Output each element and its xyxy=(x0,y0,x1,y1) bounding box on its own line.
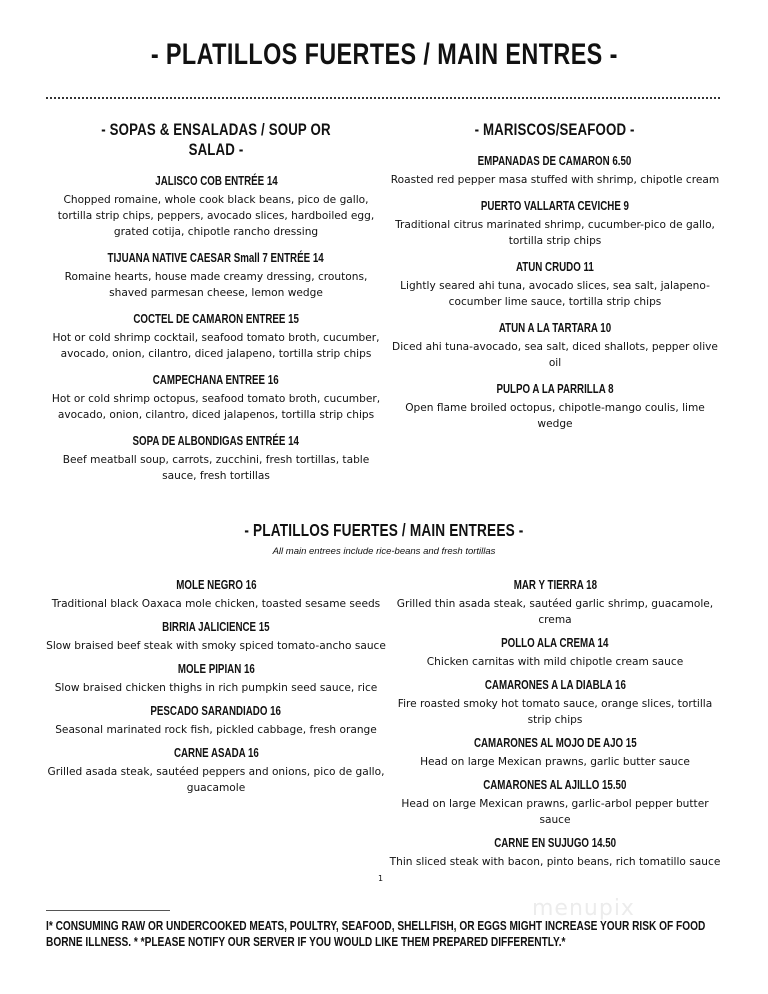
page-number: 1 xyxy=(378,874,384,883)
item-description: Chopped romaine, whole cook black beans, pico de gallo, tortilla strip chips, peppers, avocado slices, hardboiled egg, grated cotija, chipotle rancho dressing xyxy=(57,194,375,238)
item-name: ATUN CRUDO 11 xyxy=(516,260,594,274)
item-description: Chicken carnitas with mild chipotle cream sauce xyxy=(426,656,684,668)
item-name: PULPO A LA PARRILLA 8 xyxy=(496,382,614,396)
footnote xyxy=(46,918,726,950)
item-name: PESCADO SARANDIADO 16 xyxy=(150,704,282,718)
item-description: Fire roasted smoky hot tomato sauce, orange slices, tortilla strip chips xyxy=(397,698,713,726)
menu-item xyxy=(388,152,722,188)
main-entrees-right xyxy=(388,576,722,876)
item-name: POLLO ALA CREMA 14 xyxy=(501,636,609,650)
item-name: MAR Y TIERRA 18 xyxy=(513,578,597,592)
dotted-divider xyxy=(46,97,720,99)
item-description: Hot or cold shrimp cocktail, seafood tomato broth, cucumber, avocado, onion, cilantro, diced jalapeno, tortilla strip chips xyxy=(52,332,380,360)
item-description: Traditional citrus marinated shrimp, cucumber-pico de gallo, tortilla strip chips xyxy=(395,219,715,247)
item-description: Slow braised beef steak with smoky spiced tomato-ancho sauce xyxy=(46,640,386,652)
menu-item xyxy=(46,432,386,484)
menu-item xyxy=(46,744,386,796)
item-name: ATUN A LA TARTARA 10 xyxy=(498,321,612,335)
item-name: COCTEL DE CAMARON ENTREE 15 xyxy=(133,312,299,326)
menu-item xyxy=(388,319,722,371)
item-name: CARNE EN SUJUGO 14.50 xyxy=(494,836,616,850)
menu-item xyxy=(388,634,722,670)
item-name: CAMPECHANA ENTREE 16 xyxy=(153,373,279,387)
item-description: Slow braised chicken thighs in rich pumpkin seed sauce, rice xyxy=(54,682,378,694)
item-description: Head on large Mexican prawns, garlic butter sauce xyxy=(420,756,690,768)
soups-heading: - SOPAS & ENSALADAS / SOUP OR SALAD - xyxy=(101,120,331,159)
menu-item xyxy=(46,618,386,654)
item-name: EMPANADAS DE CAMARON 6.50 xyxy=(478,154,632,168)
menu-item xyxy=(388,776,722,828)
soups-section xyxy=(46,120,386,493)
menu-item xyxy=(388,676,722,728)
item-name: CAMARONES AL MOJO DE AJO 15 xyxy=(473,736,637,750)
menu-item xyxy=(388,734,722,770)
menu-item xyxy=(46,172,386,240)
menu-item xyxy=(388,834,722,870)
item-description: Romaine hearts, house made creamy dressing, croutons, shaved parmesan cheese, lemon wedge xyxy=(64,271,368,299)
main-entrees-left xyxy=(46,576,386,802)
menu-item xyxy=(46,310,386,362)
page-title: - PLATILLOS FUERTES / MAIN ENTRES - xyxy=(150,38,618,71)
menu-item xyxy=(46,660,386,696)
item-name: MOLE PIPIAN 16 xyxy=(177,662,255,676)
menu-item xyxy=(46,371,386,423)
item-name: CAMARONES A LA DIABLA 16 xyxy=(484,678,626,692)
item-name: CAMARONES AL AJILLO 15.50 xyxy=(483,778,627,792)
item-description: Hot or cold shrimp octopus, seafood tomato broth, cucumber, avocado, onion, cilantro, diced jalapenos, tortilla strip chips xyxy=(51,393,381,421)
menu-item xyxy=(388,197,722,249)
seafood-heading: - MARISCOS/SEAFOOD - xyxy=(474,120,636,139)
item-name: BIRRIA JALICIENCE 15 xyxy=(162,620,270,634)
footnote-text: I* CONSUMING RAW OR UNDERCOOKED MEATS, POULTRY, SEAFOOD, SHELLFISH, OR EGGS MIGHT INCREASE YOUR RISK OF FOOD BORNE ILLNESS. * *PLEASE NOTIFY OUR SERVER IF YOU WOULD LIKE THEM PREPARED DIFFERENTLY.* xyxy=(46,918,706,949)
menu-item xyxy=(46,702,386,738)
main-entrees-heading: - PLATILLOS FUERTES / MAIN ENTREES - xyxy=(244,520,524,540)
menu-item xyxy=(388,258,722,310)
item-description: Traditional black Oaxaca mole chicken, toasted sesame seeds xyxy=(51,598,381,610)
item-name: TIJUANA NATIVE CAESAR Small 7 ENTRÉE 14 xyxy=(107,251,325,265)
item-name: CARNE ASADA 16 xyxy=(173,746,259,760)
menu-item xyxy=(388,380,722,432)
item-description: Seasonal marinated rock fish, pickled cabbage, fresh orange xyxy=(55,724,377,736)
item-name: JALISCO COB ENTRÉE 14 xyxy=(154,174,278,188)
item-description: Diced ahi tuna-avocado, sea salt, diced shallots, pepper olive oil xyxy=(392,341,718,369)
item-description: Open flame broiled octopus, chipotle-mango coulis, lime wedge xyxy=(405,402,705,430)
item-description: Lightly seared ahi tuna, avocado slices, sea salt, jalapeno-cocumber lime sauce, tortilla strip chips xyxy=(400,280,710,308)
item-name: SOPA DE ALBONDIGAS ENTRÉE 14 xyxy=(132,434,300,448)
menu-item xyxy=(388,576,722,628)
menu-item xyxy=(46,249,386,301)
item-description: Grilled thin asada steak, sautéed garlic shrimp, guacamole, crema xyxy=(396,598,714,626)
item-description: Beef meatball soup, carrots, zucchini, fresh tortillas, table sauce, fresh tortillas xyxy=(62,454,370,482)
watermark: menupix xyxy=(532,896,635,921)
seafood-section xyxy=(388,120,722,441)
menu-item xyxy=(46,576,386,612)
item-description: Grilled asada steak, sautéed peppers and onions, pico de gallo, guacamole xyxy=(47,766,385,794)
item-description: Roasted red pepper masa stuffed with shrimp, chipotle cream xyxy=(390,174,720,186)
item-name: PUERTO VALLARTA CEVICHE 9 xyxy=(480,199,630,213)
item-description: Head on large Mexican prawns, garlic-arbol pepper butter sauce xyxy=(401,798,709,826)
main-entrees-note: All main entrees include rice-beans and fresh tortillas xyxy=(272,546,496,557)
item-description: Thin sliced steak with bacon, pinto beans, rich tomatillo sauce xyxy=(389,856,721,868)
footnote-rule xyxy=(46,910,170,911)
item-name: MOLE NEGRO 16 xyxy=(175,578,257,592)
